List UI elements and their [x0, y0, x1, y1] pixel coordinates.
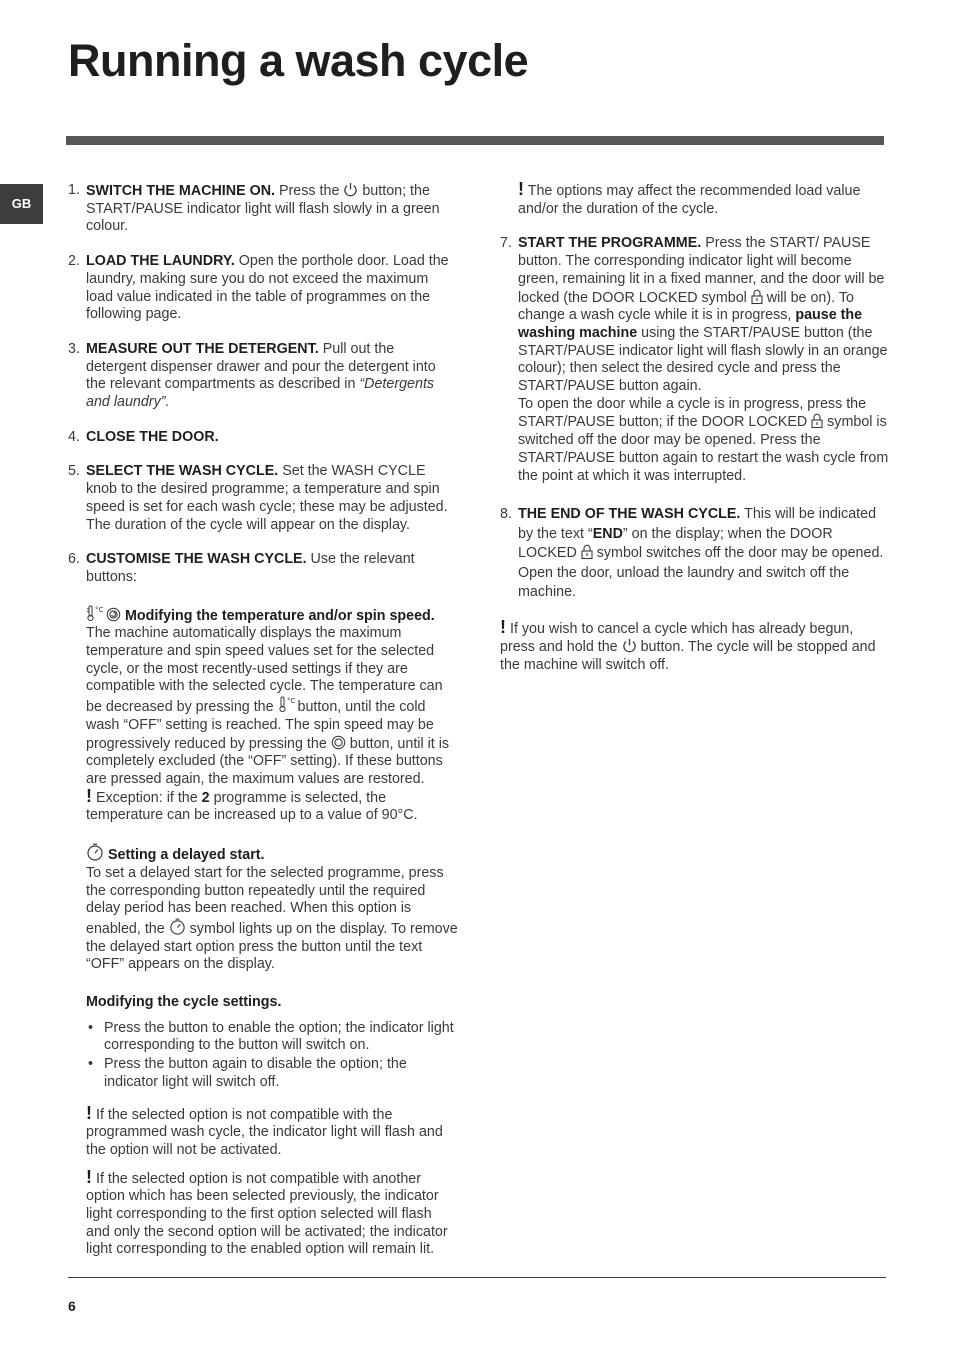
footer-divider — [68, 1277, 886, 1278]
section-text: button, until it is completely excluded (the “OFF” setting). If these buttons are pressed again, the maximum values are restored. — [86, 735, 450, 787]
left-column — [68, 182, 458, 1276]
spin-icon — [331, 735, 346, 750]
door-lock-icon — [811, 413, 823, 428]
step-heading: CUSTOMISE THE WASH CYCLE. — [86, 551, 307, 568]
temperature-spin-section — [86, 605, 458, 825]
step-2 — [68, 253, 458, 324]
warning-icon: ! — [518, 179, 524, 199]
temperature-spin-heading: Modifying the temperature and/or spin speed. — [120, 607, 435, 624]
warning-note — [86, 1166, 458, 1260]
header-divider-bar — [66, 136, 884, 145]
power-icon — [622, 638, 637, 653]
step-text: Set the WASH CYCLE knob to the desired programme; a temperature and spin speed is set for each wash cycle; these may be adjusted. The duration of the cycle will appear on the display. — [86, 463, 448, 533]
step-heading: THE END OF THE WASH CYCLE. — [518, 506, 741, 523]
note-text: If the selected option is not compatible with another option which has been selected previously, the indicator light corresponding to the first option selected will flash and only the second option will be activated; the indicator light corresponding to the enabled option will remain lit. — [86, 1170, 448, 1258]
list-item: • Press the button to enable the option; the indicator light corresponding to the button will switch on. — [86, 1020, 458, 1055]
step-6 — [68, 551, 458, 1259]
step-text: will be on). To change a wash cycle while it is in progress, — [518, 289, 854, 324]
step-number: 1. — [68, 182, 80, 198]
step-text: To open the door while a cycle is in progress, press the START/PAUSE button; if the DOOR LOCKED — [518, 395, 867, 431]
step-4 — [68, 429, 458, 447]
section-text: button, until the cold wash “OFF” setting is reached. The spin speed may be progressively reduced by pressing the — [86, 699, 434, 752]
section-text: programme is selected, the temperature can be increased up to a value of 90°C. — [86, 789, 418, 824]
warning-icon: ! — [86, 785, 92, 806]
step-number: 7. — [500, 235, 512, 252]
step-1 — [68, 182, 458, 236]
step-7 — [500, 235, 890, 485]
note-text: If you wish to cancel a cycle which has already begun, press and hold the — [500, 620, 854, 656]
step-heading: SELECT THE WASH CYCLE. — [86, 463, 279, 480]
emphasis-text: pause the washing machine — [518, 307, 863, 341]
warning-icon: ! — [86, 1102, 92, 1123]
warning-note — [86, 1102, 458, 1160]
step-3 — [68, 341, 458, 412]
step-heading: MEASURE OUT THE DETERGENT. — [86, 340, 319, 357]
note-text: The options may affect the recommended load value and/or the duration of the cycle. — [518, 183, 861, 217]
cancel-cycle-note — [500, 616, 890, 675]
step-heading: CLOSE THE DOOR. — [86, 428, 219, 445]
step-text: symbol is switched off the door may be opened. Press the START/PAUSE button again to restart the wash cycle from the point at which it was interrupted. — [518, 414, 889, 484]
warning-icon: ! — [500, 616, 506, 637]
page-number: 6 — [68, 1298, 76, 1314]
step-text: symbol switches off the door may be opened. Open the door, unload the laundry and switch off the machine. — [518, 545, 884, 601]
step-number: 6. — [68, 551, 80, 568]
section-text: To set a delayed start for the selected programme, press the corresponding button repeatedly until the required delay period has been reached. When this option is enabled, the — [86, 864, 444, 937]
step-number: 2. — [68, 253, 80, 270]
step-text: ” on the display; when the DOOR LOCKED — [518, 525, 833, 562]
door-lock-icon — [581, 544, 593, 559]
section-text: The machine automatically displays the maximum temperature and spin speed values set for the selected cycle, or the most recently-used settings if they are compatible with the selected cycle. The temperature can be decreased by pressing the — [86, 625, 443, 716]
step-number: 8. — [500, 506, 512, 523]
step-text: using the START/PAUSE button (the START/PAUSE indicator light will flash slowly in an orange colour); then select the desired cycle and press the START/PAUSE button again. — [518, 324, 888, 395]
step-text: button; the START/PAUSE indicator light will flash slowly in a green colour. — [86, 183, 440, 235]
temperature-icon — [86, 605, 102, 622]
reference-link-text: “Detergents and laundry”. — [86, 376, 435, 411]
step-text: This will be indicated by the text “ — [518, 506, 877, 542]
step-heading: START THE PROGRAMME. — [518, 235, 702, 252]
svg-text:°C: °C — [286, 697, 295, 706]
svg-text:°C: °C — [95, 605, 104, 614]
step-5 — [68, 463, 458, 534]
temperature-icon — [278, 696, 294, 713]
right-column — [500, 179, 890, 685]
step-8 — [500, 505, 890, 603]
step-text: Press the START/ PAUSE button. The corresponding indicator light will become green, remaining lit in a fixed manner, and the door will be locked (the DOOR LOCKED symbol — [518, 235, 885, 306]
delayed-start-section — [86, 843, 458, 974]
warning-icon: ! — [86, 1166, 92, 1187]
section-text: symbol lights up on the display. To remove the delayed start option press the button until the text “OFF” appears on the display. — [86, 920, 458, 973]
list-item: • Press the button again to disable the option; the indicator light will switch off. — [86, 1056, 458, 1091]
step-heading: LOAD THE LAUNDRY. — [86, 253, 235, 270]
cycle-settings-list — [86, 1020, 458, 1092]
note-text: button. The cycle will be stopped and the machine will switch off. — [500, 639, 876, 674]
note-text: If the selected option is not compatible with the programmed wash cycle, the indicator light will flash and the option will not be activated. — [86, 1106, 443, 1158]
section-text: Exception: if the — [92, 789, 202, 806]
step-text: Use the relevant buttons: — [86, 551, 415, 585]
delay-timer-icon — [169, 918, 186, 935]
step-text: Open the porthole door. Load the laundry, making sure you do not exceed the maximum load value indicated in the table of programmes on the following page. — [86, 253, 449, 323]
delayed-start-heading: Setting a delayed start. — [104, 847, 265, 864]
cycle-settings-title: Modifying the cycle settings. — [86, 994, 282, 1011]
step-text: Pull out the detergent dispenser drawer and pour the detergent into the relevant compartments as described in — [86, 340, 436, 393]
programme-number: 2 — [201, 789, 210, 806]
step-heading: SWITCH THE MACHINE ON. — [86, 183, 276, 199]
power-icon — [343, 182, 358, 197]
step-number: 4. — [68, 428, 80, 445]
spin-icon — [106, 607, 121, 622]
cycle-settings-heading — [86, 994, 458, 1012]
options-note — [500, 179, 890, 218]
page-title: Running a wash cycle — [68, 35, 529, 86]
end-display-text: END — [592, 525, 623, 542]
step-text: Press the — [275, 183, 344, 199]
language-tab: GB — [0, 184, 43, 224]
step-number: 5. — [68, 463, 80, 480]
delay-timer-icon — [86, 843, 104, 861]
step-number: 3. — [68, 340, 80, 357]
door-lock-icon — [751, 289, 763, 304]
